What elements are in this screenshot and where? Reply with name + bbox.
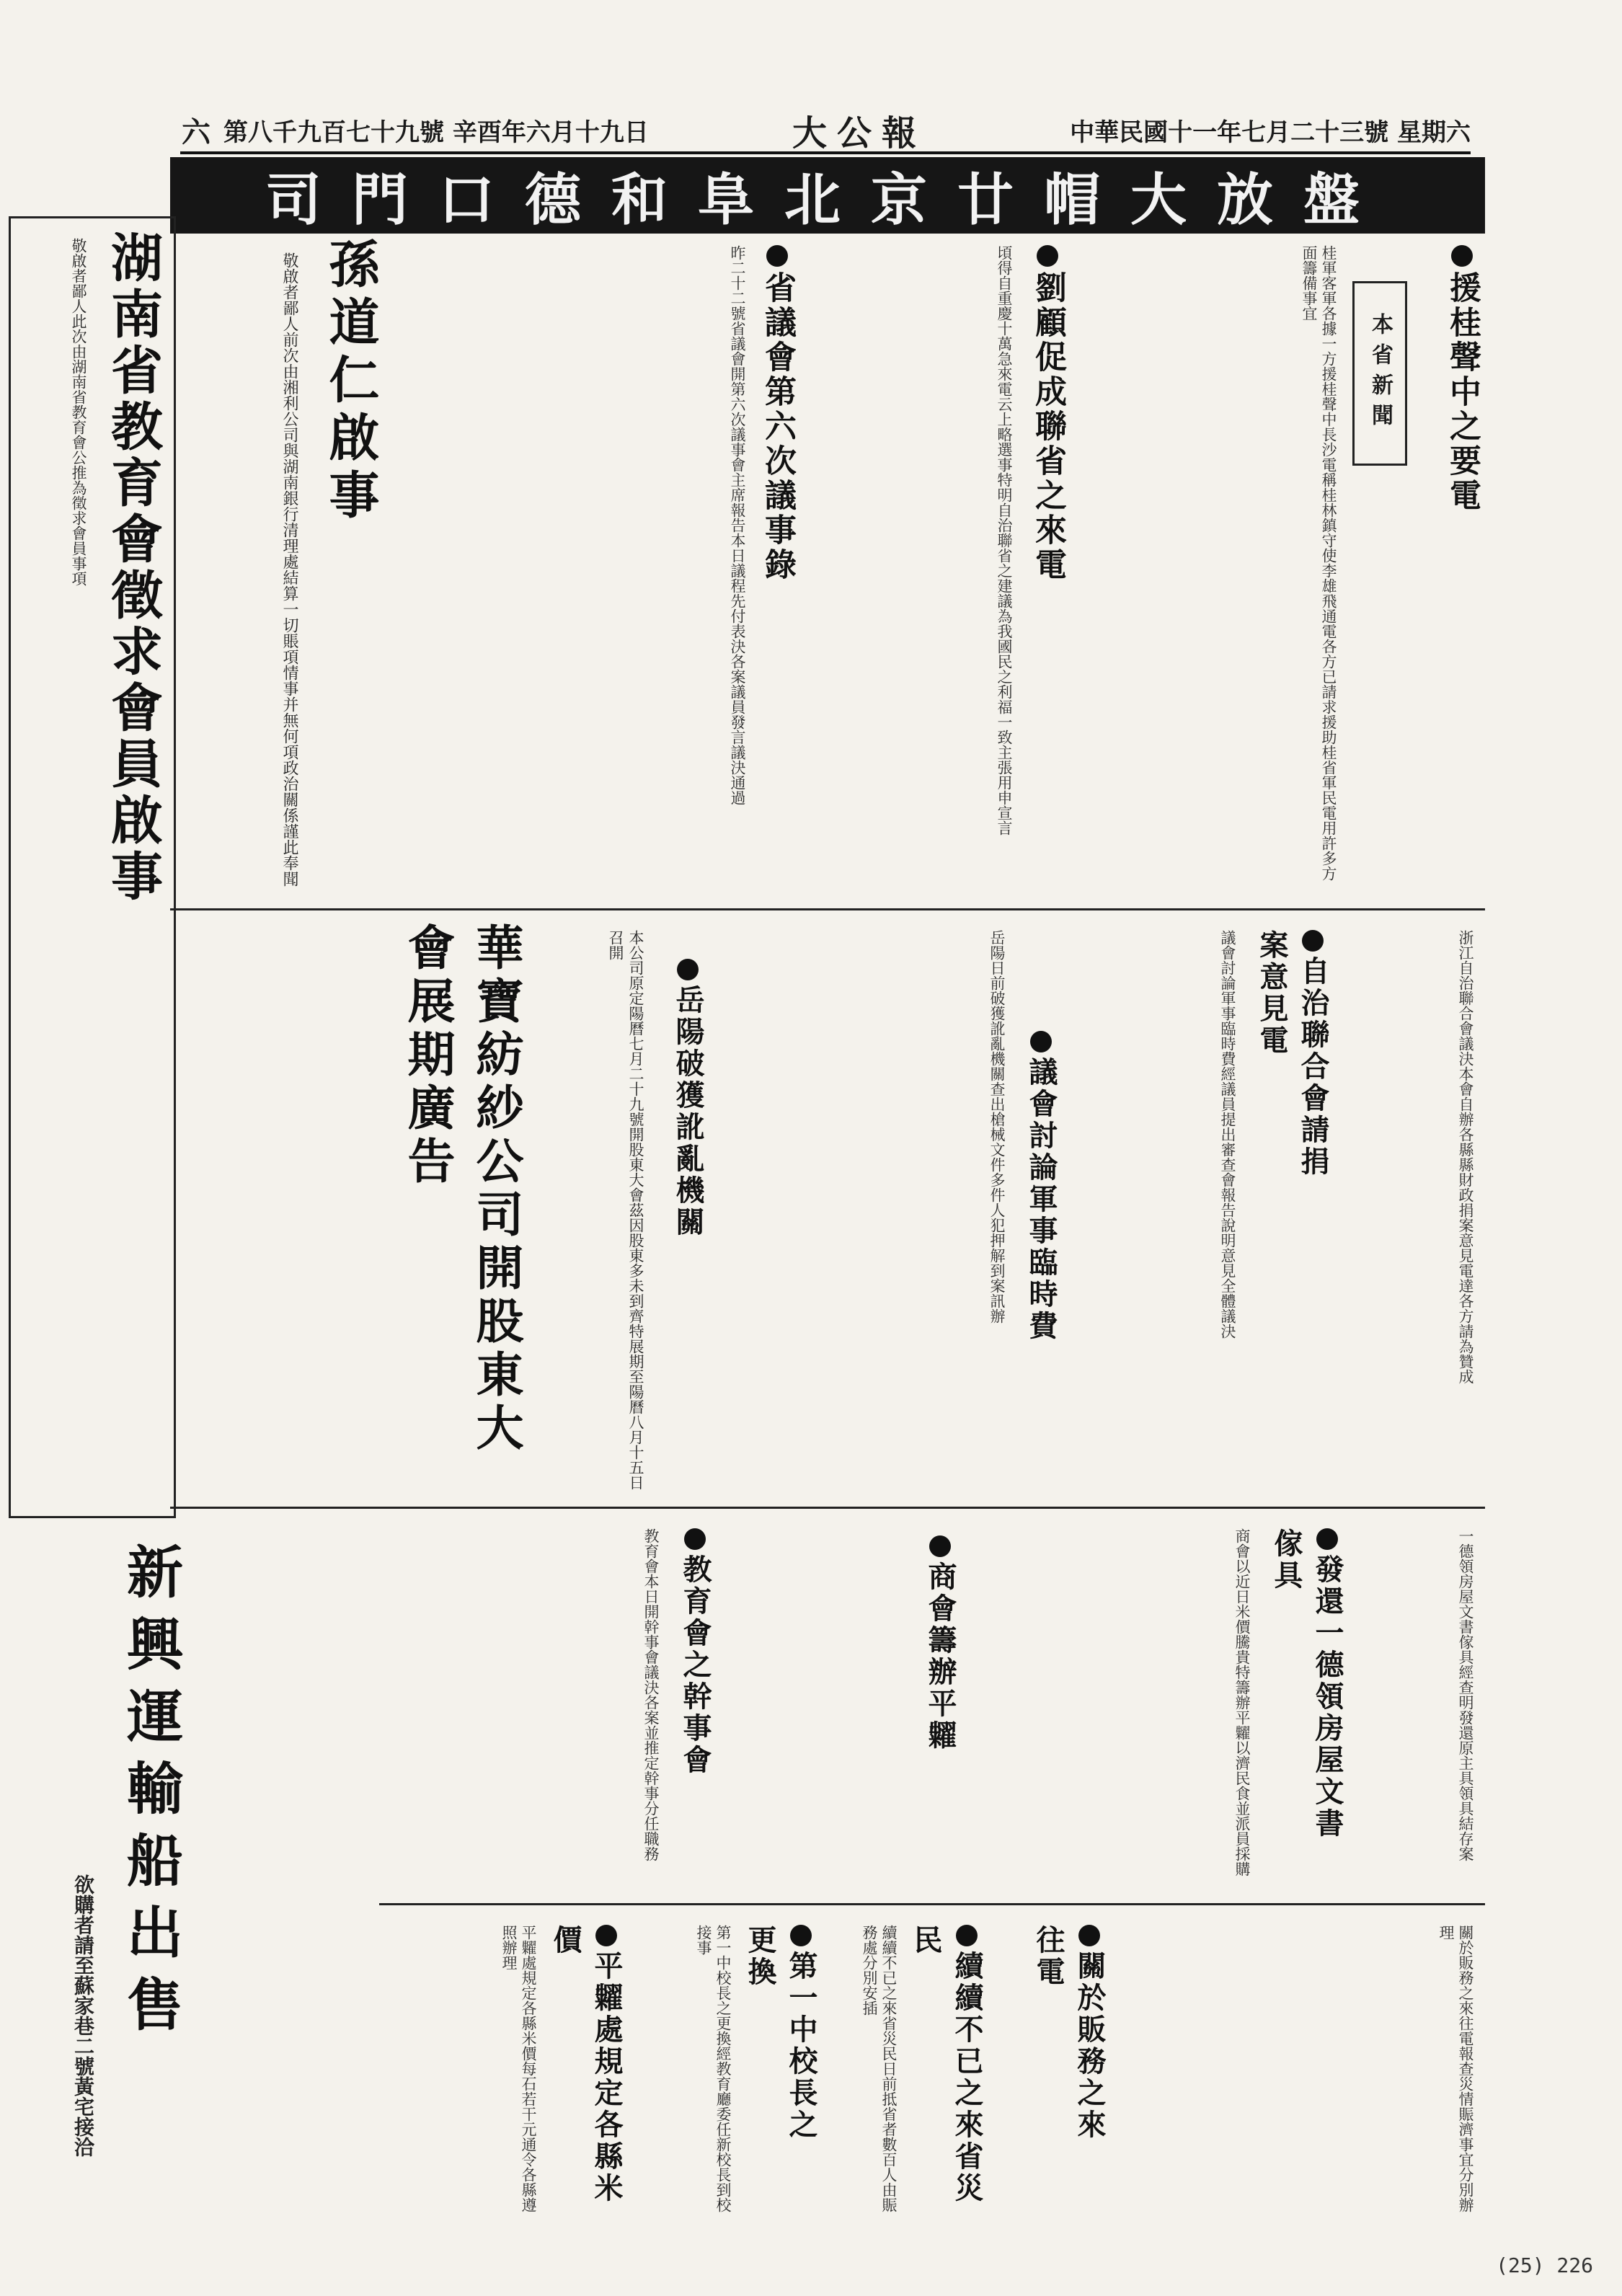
ad-silk-body: 本公司原定陽曆七月二十九號開股東大會茲因股東多未到齊特展期至陽曆八月十五日召開 [607,930,644,1490]
left-ad-column [9,216,183,2292]
ad-silk-title: 華寶紡紗公司開股東大會展期廣告 [399,923,524,1456]
ad-sun-title: 孫道仁啟事 [321,238,381,526]
body-article-13: 平糶處規定各縣米價每石若干元通令各縣遵照辦理 [500,1925,537,2212]
section-label: 本省新聞 [1352,281,1407,466]
bullet-dot-icon [677,959,699,980]
headline-article-8: 商會籌辦平糶 [920,1535,961,1853]
headline-article-4: 自治聯合會請捐案意見電 [1255,930,1330,1178]
body-article-10: 關於販務之來往電報查災情賑濟事宜分別辦理 [1437,1925,1474,2212]
body-article-9: 教育會本日開幹事會議決各案並推定幹事分任職務 [642,1528,660,1861]
main-articles [170,238,1485,2228]
dateline-bar [180,108,1471,154]
body-article-7: 一德領房屋文書傢具經查明發還原主具領具結存案 [1457,1528,1474,1861]
page-number: 六 [182,115,210,149]
headline-article-2: 劉顧促成聯省之來電 [1024,245,1071,714]
column-rule [170,1507,1485,1509]
headline-article-5: 議會討論軍事臨時費 [1021,1031,1062,1492]
body-article-11: 續續不已之來省災民日前抵省者數百人由賑務處分別安插 [861,1925,898,2212]
bullet-dot-icon [790,1925,812,1946]
ad-ship-title: 新興運輸船出售 [118,1543,183,2047]
headline-article-3: 省議會第六次議事錄 [754,245,800,606]
ad-education-title: 湖南省教育會徵求會員啟事 [102,231,164,905]
headline-article-1: 援桂聲中之要電 [1439,245,1485,548]
dateline-right: 中華民國十一年七月二十三號 星期六 [1070,118,1471,147]
body-article-2: 頃得自重慶十萬急來電云上略選事特明自治聯省之建議為我國民之利福一致主張用申宣言 [996,245,1013,835]
headline-article-12: 第一中校長之更換 [743,1925,818,2141]
ad-education-body: 敬啟者鄙人此次由湖南省教育會公推為徵求會員事項 [70,238,87,586]
bullet-dot-icon [1037,245,1058,267]
banner-advertisement: 司門口德和阜北京廿帽大放盤 [170,157,1485,234]
body-article-6: 岳陽日前破獲訛亂機關查出槍械文件多件人犯押解到案訊辦 [988,930,1006,1324]
headline-article-9: 教育會之幹事會 [675,1528,716,1831]
bullet-dot-icon [684,1528,706,1550]
bullet-dot-icon [595,1925,617,1946]
ad-sun-body: 敬啟者鄙人前次由湘利公司與湖南銀行清理處結算一切賬項情事并無何項政治關係謹此奉聞 [280,252,298,887]
headline-article-13: 平糶處規定各縣米價 [549,1925,624,2204]
dateline-left: 第八千九百七十九號 辛酉年六月十九日 [223,118,649,147]
body-article-3: 昨二十二號省議會開第六次議事會主席報告本日議程先付表決各案議員發言議決通過 [729,245,746,805]
body-article-12: 第一中校長之更換經教育廳委任新校長到校接事 [695,1925,732,2212]
column-rule [170,908,1485,910]
ad-ship-body: 欲購者請至蘇家巷二號黃宅接洽 [71,1874,95,2157]
headline-article-11: 續續不已之來省災民 [909,1925,984,2204]
bullet-dot-icon [1451,245,1473,267]
body-article-1: 桂軍客軍各據一方援桂聲中長沙電稱桂林鎮守使李雄飛通電各方已請求援助桂省軍民電用許多方面籌備事宜 [1300,245,1337,881]
body-article-4: 浙江自治聯合會議決本會自辦各縣縣財政捐案意見電達各方請為贊成 [1457,930,1474,1384]
bullet-dot-icon [929,1535,951,1557]
headline-article-6: 岳陽破獲訛亂機關 [668,959,709,1319]
bullet-dot-icon [766,245,788,267]
bullet-dot-icon [1030,1031,1052,1052]
paper-name: 大公報 [792,112,926,154]
column-rule [379,1903,1485,1905]
body-article-5: 議會討論軍事臨時費經議員提出審查會報告說明意見全體議決 [1219,930,1236,1339]
body-article-8: 商會以近日米價騰貴特籌辦平糶以濟民食並派員採購 [1233,1528,1251,1876]
headline-article-10: 關於販務之來往電 [1032,1925,1107,2141]
bullet-dot-icon [956,1925,978,1946]
headline-article-7: 發還一德領房屋文書傢具 [1269,1528,1344,1840]
page-archive-mark: (25) 226 [1496,2253,1593,2277]
